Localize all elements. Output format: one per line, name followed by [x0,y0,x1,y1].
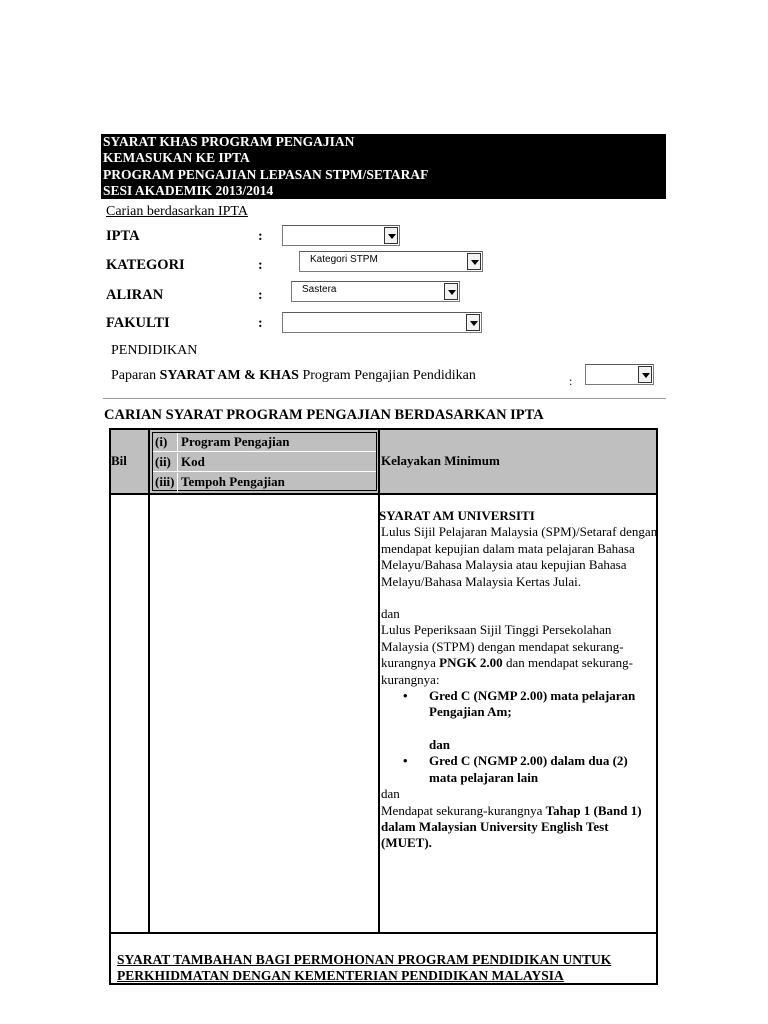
bullet-dua-mata-pelajaran: • Gred C (NGMP 2.00) dalam dua (2) mata pelajaran lain [381,753,659,786]
pendidikan-description [111,368,476,384]
aliran-select-value: Sastera [302,284,337,295]
chevron-down-icon[interactable] [638,366,652,383]
paparan-suffix: Program Pengajian Pendidikan [298,368,476,383]
aliran-select[interactable] [291,281,460,302]
footer-line-2: PERKHIDMATAN DENGAN KEMENTERIAN PENDIDIKAN MALAYSIA [117,968,564,983]
subheader-num: (iii) [155,474,175,489]
results-table [109,428,658,985]
subheader-row [153,433,376,452]
bullet-pengajian-am: • Gred C (NGMP 2.00) mata pelajaran Pengajian Am; [381,688,659,721]
subheader-text: Tempoh Pengajian [181,474,285,489]
pendidikan-select[interactable] [585,364,654,385]
dan-connector: dan [381,786,400,802]
chevron-down-icon[interactable] [466,314,480,331]
divider [103,398,666,399]
muet-text: Mendapat sekurang-kurangnya [381,802,546,818]
kelayakan-cell [381,508,659,852]
subheader-separator [177,433,178,451]
subheader-text: Kod [181,454,205,469]
fakulti-colon: : [258,316,263,331]
kategori-select-value: Kategori STPM [310,254,378,265]
stpm-text-end: dan mendapat sekurang-kurangnya: [381,655,633,687]
ipta-select[interactable] [282,225,400,246]
dan-connector: dan [429,736,450,752]
header-line-2: KEMASUKAN KE IPTA [103,150,250,166]
column-divider [148,430,150,932]
header-line-1: SYARAT KHAS PROGRAM PENGAJIAN [103,134,355,149]
aliran-colon: : [258,288,263,303]
fakulti-select[interactable] [282,312,482,333]
aliran-label: ALIRAN [106,287,164,303]
chevron-down-icon[interactable] [444,283,458,300]
pendidikan-colon: : [569,374,573,388]
table-header [111,430,656,495]
kategori-colon: : [258,258,263,273]
chevron-down-icon[interactable] [384,227,398,244]
search-by-ipta-link[interactable]: Carian berdasarkan IPTA [106,204,248,219]
page-header [101,134,666,199]
requirement-stpm [381,622,659,688]
subheader-text: Program Pengajian [181,434,290,449]
column-divider [378,430,380,932]
subheader-num: (i) [155,434,168,449]
chevron-down-icon[interactable] [467,253,481,270]
syarat-tambahan-heading [117,952,611,984]
program-subheader [152,432,377,491]
pendidikan-heading: PENDIDIKAN [111,343,198,358]
footer-line-1: SYARAT TAMBAHAN BAGI PERMOHONAN PROGRAM PENDIDIKAN UNTUK [117,952,612,967]
syarat-am-title: SYARAT AM UNIVERSITI [379,508,535,523]
subheader-row [153,473,376,492]
paparan-prefix: Paparan [111,368,160,383]
subheader-separator [177,453,178,471]
pngk-value: PNGK 2.00 [439,655,503,671]
fakulti-label: FAKULTI [106,315,170,331]
col-kelayakan-header: Kelayakan Minimum [381,453,500,468]
requirement-spm: Lulus Sijil Pelajaran Malaysia (SPM)/Setaraf dengan mendapat kepujian dalam mata pelajaran Bahasa Melayu/Bahasa Malaysia atau kepujian Bahasa Melayu/Bahasa Malaysia Kertas Julai. [381,524,658,589]
subheader-num: (ii) [155,454,171,469]
col-bil-header: Bil [111,453,127,468]
ipta-label: IPTA [106,228,140,244]
kategori-select[interactable] [299,251,483,272]
subheader-separator [177,473,178,492]
dan-connector: dan [381,606,400,622]
stpm-text: Lulus Peperiksaan Sijil Tinggi Persekolahan Malaysia (STPM) dengan mendapat sekurang-kurangnya [381,622,624,671]
ipta-colon: : [258,229,263,244]
table-footer-row [111,932,656,987]
kategori-label: KATEGORI [106,257,185,273]
header-line-4: SESI AKADEMIK 2013/2014 [103,182,274,198]
requirement-muet [381,803,659,852]
header-line-3: PROGRAM PENGAJIAN LEPASAN STPM/SETARAF [103,166,429,182]
subheader-row [153,453,376,472]
muet-band: Tahap 1 (Band 1) dalam Malaysian University English Test (MUET). [381,802,642,851]
paparan-bold: SYARAT AM & KHAS [159,368,299,383]
section-title: CARIAN SYARAT PROGRAM PENGAJIAN BERDASARKAN IPTA [104,407,544,423]
